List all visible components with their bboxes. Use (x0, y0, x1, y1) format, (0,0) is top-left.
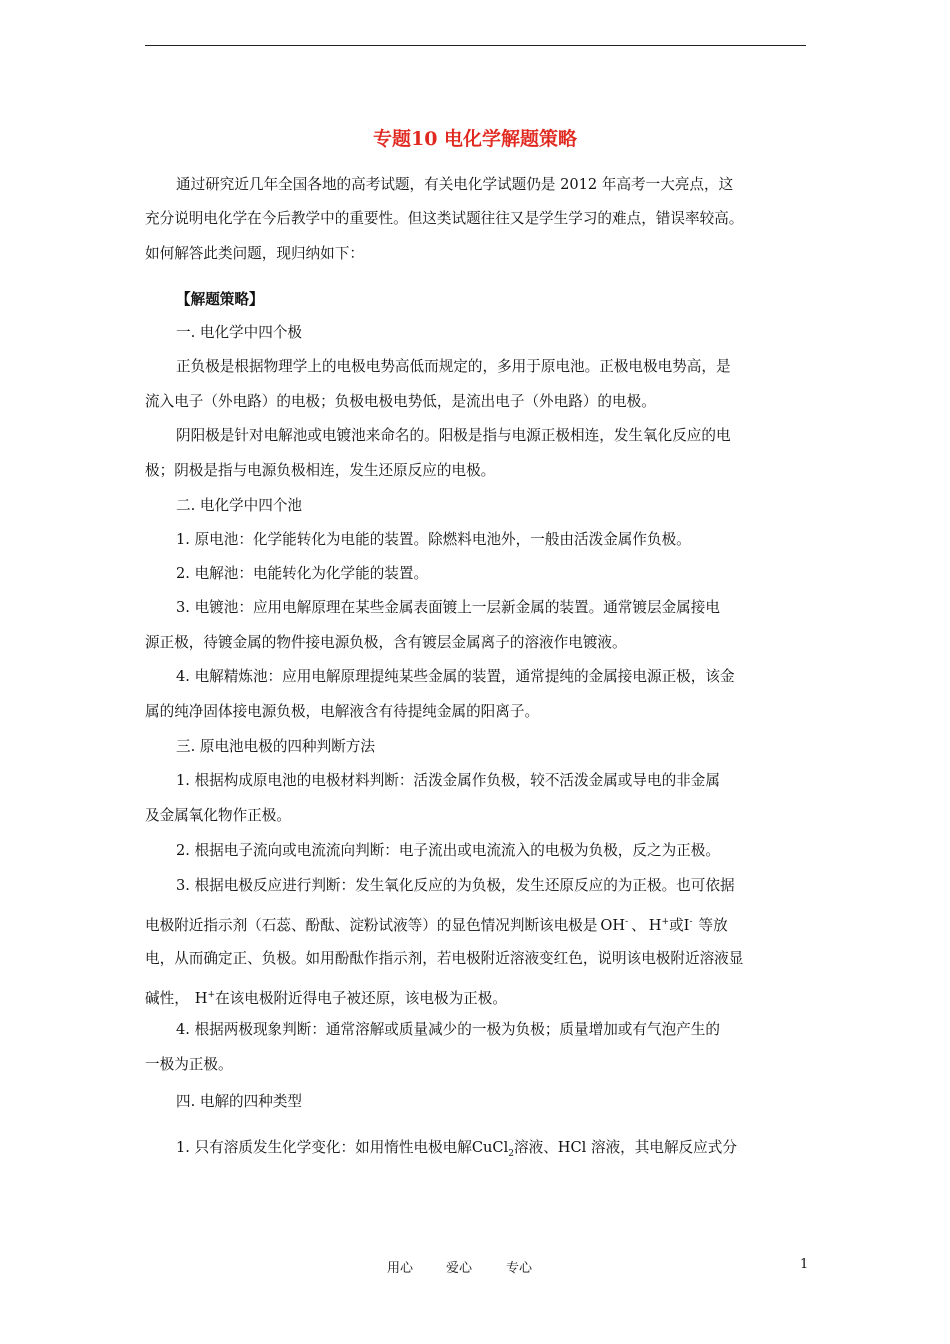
s1-p2-line-1: 阴阳极是针对电解池或电镀池来命名的。阳极是指与电源正极相连，发生氧化反应的电 (176, 427, 731, 444)
document-title: 专题10 电化学解题策略 (372, 128, 578, 150)
s3-item-4-line-2: 一极为正极。 (145, 1056, 233, 1073)
footer-mid: 爱心 (446, 1261, 473, 1276)
formula-subscript: 2 (508, 1149, 514, 1159)
section-3-heading: 三. 原电池电极的四种判断方法 (176, 738, 375, 755)
s3-item-4-line-1: 4. 根据两极现象判断：通常溶解或质量减少的一极为负极；质量增加或有气泡产生的 (176, 1021, 720, 1038)
s3-item-3-line-1: 3. 根据电极反应进行判断：发生氧化反应的为负极，发生还原反应的为正极。也可依据 (176, 877, 735, 894)
s2-item-1: 1. 原电池：化学能转化为电能的装置。除燃料电池外，一般由活泼金属作负极。 (176, 531, 691, 548)
text-span: 在该电极附近得电子被还原，该电极为正极。 (215, 990, 507, 1007)
ion-charge-minus: - (689, 917, 693, 927)
s3-item-2: 2. 根据电子流向或电流流向判断：电子流出或电流流入的电极为负极，反之为正极。 (176, 842, 720, 859)
s3-item-3-line-4 (145, 985, 810, 1009)
section-1-heading: 一. 电化学中四个极 (176, 324, 303, 341)
text-span: 1. 只有溶质发生化学变化：如用惰性电极电解 (176, 1139, 472, 1156)
header-rule (145, 45, 806, 46)
text-span: 碱性， (145, 990, 189, 1007)
formula-cucl: CuCl (471, 1139, 509, 1156)
s1-p1-line-2: 流入电子（外电路）的电极；负极电极电势低，是流出电子（外电路）的电极。 (145, 393, 656, 410)
s3-item-1-line-1: 1. 根据构成原电池的电极材料判断：活泼金属作负极，较不活泼金属或导电的非金属 (176, 772, 720, 789)
footer-left: 用心 (387, 1261, 414, 1276)
text-span: 电极附近指示剂（石蕊、酚酞、淀粉试液等）的显色情况判断该电极是 (145, 917, 598, 934)
s2-item-3-line-2: 源正极，待镀金属的物件接电源负极，含有镀层金属离子的溶液作电镀液。 (145, 634, 627, 651)
text-span: 或 (669, 917, 684, 934)
ion-charge-plus: + (661, 917, 670, 927)
s4-item-1-line-1 (176, 1138, 841, 1164)
ion-charge-minus: - (625, 917, 629, 927)
ion-i: I (683, 917, 690, 934)
s2-item-2: 2. 电解池：电能转化为化学能的装置。 (176, 565, 429, 582)
s2-item-4-line-1: 4. 电解精炼池：应用电解原理提纯某些金属的装置，通常提纯的金属接电源正极，该金 (176, 668, 735, 685)
s2-item-4-line-2: 属的纯净固体接电源负极，电解液含有待提纯金属的阳离子。 (145, 703, 540, 720)
text-span: 、 (631, 917, 646, 934)
ion-oh: OH (600, 917, 626, 934)
s1-p2-line-2: 极；阴极是指与电源负极相连，发生还原反应的电极。 (145, 462, 496, 479)
page-number: 1 (800, 1257, 809, 1272)
ion-h: H (648, 917, 662, 934)
intro-line-3: 如何解答此类问题，现归纳如下： (145, 245, 364, 262)
s3-item-3-line-2 (145, 912, 810, 936)
ion-h: H (194, 990, 208, 1007)
intro-line-2: 充分说明电化学在今后教学中的重要性。但这类试题往往又是学生学习的难点，错误率较高。 (145, 210, 744, 227)
section-2-heading: 二. 电化学中四个池 (176, 497, 303, 514)
intro-line-1: 通过研究近几年全国各地的高考试题，有关电化学试题仍是 2012 年高考一大亮点，这 (176, 176, 734, 193)
text-span: 溶液、HCl 溶液，其电解反应式分 (514, 1139, 737, 1156)
s1-p1-line-1: 正负极是根据物理学上的电极电势高低而规定的，多用于原电池。正极电极电势高，是 (176, 358, 731, 375)
s2-item-3-line-1: 3. 电镀池：应用电解原理在某些金属表面镀上一层新金属的装置。通常镀层金属接电 (176, 599, 720, 616)
ion-charge-plus: + (207, 990, 216, 1000)
strategy-heading: 【解题策略】 (176, 291, 264, 308)
section-4-heading: 四. 电解的四种类型 (176, 1093, 303, 1110)
s3-item-1-line-2: 及金属氧化物作正极。 (145, 807, 291, 824)
s3-item-3-line-3: 电，从而确定正、负极。如用酚酞作指示剂，若电极附近溶液变红色，说明该电极附近溶液显 (145, 950, 744, 967)
text-span: 等放 (698, 917, 728, 934)
footer-right: 专心 (506, 1261, 533, 1276)
